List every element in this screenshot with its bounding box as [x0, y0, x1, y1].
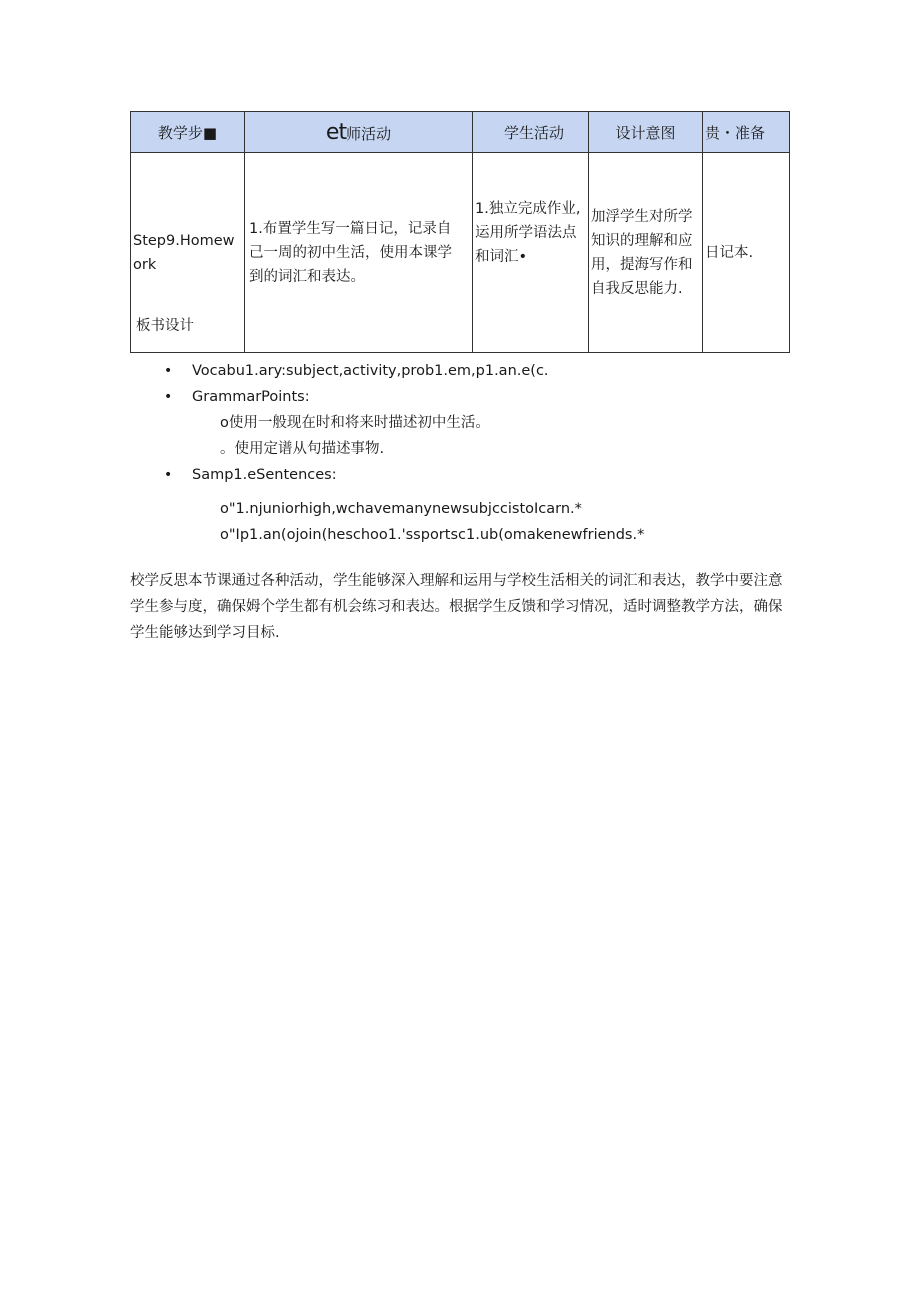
cell-teacher-activity: 1.布置学生写一篇日记，记录自己一周的初中生活，使用本课学到的词汇和表达。 — [245, 153, 473, 353]
sample-sentences — [220, 496, 644, 548]
header-step: 教学步■ — [131, 112, 245, 153]
cell-student-activity: 1.独立完成作业,运用所学语法点和词汇• — [473, 153, 589, 353]
list-item-grammar — [164, 384, 549, 462]
header-teacher-activity — [245, 112, 473, 153]
table-row — [131, 153, 790, 353]
cell-preparation: 日记本. — [703, 153, 790, 353]
grammar-title: GrammarPoints: — [192, 389, 310, 405]
header-preparation: 贵・准备 — [703, 112, 790, 153]
sample-sentence-1: o"1.njuniorhigh,wchavemanynewsubjccistoIcarn.* — [220, 501, 582, 517]
bullet-icon: • — [164, 389, 173, 405]
sample-sentence-2: o"Ip1.an(ojoin(heschoo1.'ssportsc1.ub(omakenewfriends.* — [220, 527, 645, 543]
header-design-intent: 设计意图 — [589, 112, 703, 153]
board-design-list — [164, 358, 549, 488]
header-teacher-prefix: et — [325, 119, 347, 145]
list-item-samples — [164, 462, 549, 488]
header-student-activity: 学生活动 — [473, 112, 589, 153]
teaching-reflection: 校学反思本节课通过各种活动，学生能够深入理解和运用与学校生活相关的词汇和表达，教学中要注意学生参与度，确保姆个学生都有机会练习和表达。根据学生反馈和学习情况，适时调整教学方法，确保学生能够达到学习目标. — [130, 573, 783, 641]
vocabulary-text: Vocabu1.ary:subject,activity,prob1.em,p1.an.e(c. — [192, 363, 549, 379]
bullet-icon: • — [164, 467, 173, 483]
grammar-point-1: o使用一般现在时和将来时描述初中生活。 — [220, 415, 490, 431]
lesson-plan-table — [130, 111, 790, 353]
board-design-title: 板书设计 — [136, 318, 194, 334]
cell-design-intent: 加浮学生对所学知识的理解和应用，提海写作和自我反思能力. — [589, 153, 703, 353]
table-header-row — [131, 112, 790, 153]
bullet-icon: • — [164, 363, 173, 379]
list-item-vocabulary — [164, 358, 549, 384]
samples-title: Samp1.eSentences: — [192, 467, 337, 483]
grammar-point-2: 。使用定谱从句描述事物. — [220, 441, 385, 457]
cell-step: Step9.Homework — [131, 153, 245, 353]
header-teacher-suffix: 师活动 — [346, 124, 392, 143]
